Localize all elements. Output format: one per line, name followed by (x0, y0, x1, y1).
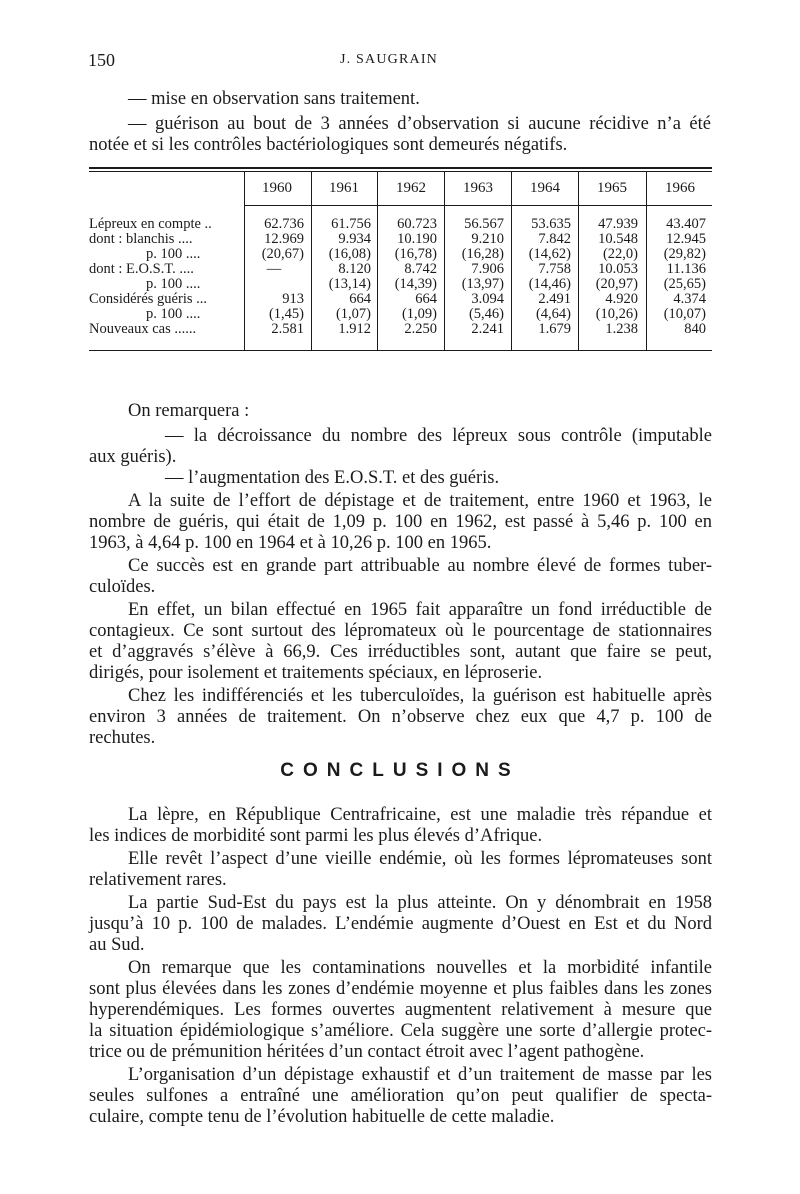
paragraph-line: — la décroissance du nombre des lépreux sous contrôle (imputable (165, 426, 712, 446)
table-cell: (22,0) (602, 246, 638, 262)
paragraph-line: On remarquera : (128, 401, 250, 421)
table-cell: 4.374 (673, 291, 706, 307)
column-header-year: 1963 (463, 180, 493, 196)
table-header-rule (245, 205, 712, 206)
page-number: 150 (88, 50, 115, 70)
row-label: Nouveaux cas ...... (89, 321, 197, 337)
column-header-year: 1965 (597, 180, 627, 196)
paragraph-line: seules sulfones a entraîné une amélioration qu’on peut qualifier de specta- (89, 1086, 712, 1106)
column-header-year: 1961 (329, 180, 359, 196)
table-cell: (4,64) (535, 306, 571, 322)
paragraph-line: contagieux. Ce sont surtout des lépromateux où le pourcentage de stationnaires (89, 621, 712, 641)
table-cell: 2.491 (538, 291, 571, 307)
paragraph-line: culoïdes. (89, 577, 156, 597)
paragraph-line: Ce succès est en grande part attribuable au nombre élevé de formes tuber- (128, 556, 712, 576)
table-cell: 47.939 (598, 216, 638, 232)
table-cell: 9.210 (471, 231, 504, 247)
table-bottom-rule (89, 350, 712, 351)
table-cell: (10,26) (595, 306, 638, 322)
table-cell: (20,97) (595, 276, 638, 292)
paragraph-line: On remarque que les contaminations nouvelles et la morbidité infantile (128, 958, 712, 978)
paragraph-line: Chez les indifférenciés et les tuberculoïdes, la guérison est habituelle après (128, 686, 712, 706)
table-cell: (16,08) (328, 246, 371, 262)
table-cell: 9.934 (338, 231, 371, 247)
paragraph-line: A la suite de l’effort de dépistage et de traitement, entre 1960 et 1963, le (128, 491, 712, 511)
paragraph-line: — l’augmentation des E.O.S.T. et des guéris. (165, 468, 500, 488)
paragraph-line: au Sud. (89, 935, 145, 955)
row-label: p. 100 .... (146, 306, 201, 322)
table-cell: (29,82) (663, 246, 706, 262)
table-cell: 2.241 (471, 321, 504, 337)
table-cell: 12.969 (264, 231, 304, 247)
table-cell: 10.053 (598, 261, 638, 277)
paragraph-line: environ 3 années de traitement. On n’observe chez eux que 4,7 p. 100 de (89, 707, 712, 727)
table-top-rule (89, 171, 712, 172)
table-cell: 7.758 (538, 261, 571, 277)
table-cell: 664 (349, 291, 371, 307)
column-header-year: 1966 (665, 180, 695, 196)
paragraph-line: nombre de guéris, qui était de 1,09 p. 100 en 1962, est passé à 5,46 p. 100 en (89, 512, 712, 532)
table-cell: 10.190 (397, 231, 437, 247)
table-cell: (1,07) (335, 306, 371, 322)
table-cell: 664 (415, 291, 437, 307)
column-header-year: 1960 (262, 180, 292, 196)
paragraph-line: relativement rares. (89, 870, 227, 890)
paragraph-line: hyperendémiques. Les formes ouvertes augmentent relativement à mesure que (89, 1000, 712, 1020)
column-header-year: 1964 (530, 180, 560, 196)
table-cell: (10,07) (663, 306, 706, 322)
table-cell: 1.679 (538, 321, 571, 337)
table-cell: 4.920 (605, 291, 638, 307)
table-cell: (14,39) (394, 276, 437, 292)
paragraph-line: La lèpre, en République Centrafricaine, est une maladie très répandue et (128, 805, 712, 825)
table-cell: 840 (684, 321, 706, 337)
table-cell: 61.756 (331, 216, 371, 232)
table-cell: 7.842 (538, 231, 571, 247)
table-cell: 8.120 (338, 261, 371, 277)
paragraph-line: La partie Sud-Est du pays est la plus atteinte. On y dénombrait en 1958 (128, 893, 712, 913)
table-cell: (13,14) (328, 276, 371, 292)
paragraph-line: L’organisation d’un dépistage exhaustif et d’un traitement de masse par les (128, 1065, 712, 1085)
paragraph-line: aux guéris). (89, 447, 177, 467)
table-cell: (14,46) (528, 276, 571, 292)
table-cell: (14,62) (528, 246, 571, 262)
paragraph-line: 1963, à 4,64 p. 100 en 1964 et à 10,26 p. 100 en 1965. (89, 533, 492, 553)
column-header-year: 1962 (396, 180, 426, 196)
table-cell: 8.742 (404, 261, 437, 277)
row-label: Lépreux en compte .. (89, 216, 212, 232)
paragraph-line: et d’aggravés s’élève à 66,9. Ces irréductibles sont, autant que faire se peut, (89, 642, 712, 662)
intro-line: — mise en observation sans traitement. (128, 89, 420, 109)
table-cell: — (266, 261, 282, 277)
row-label: p. 100 .... (146, 276, 201, 292)
table-cell: 3.094 (471, 291, 504, 307)
table-cell: (16,28) (461, 246, 504, 262)
running-header-author: J. SAUGRAIN (340, 52, 438, 67)
section-heading-conclusions: CONCLUSIONS (280, 760, 520, 781)
table-cell: 1.912 (338, 321, 371, 337)
table-cell: 2.250 (404, 321, 437, 337)
table-top-rule (89, 167, 712, 169)
paragraph-line: dirigés, pour isolement et traitements spéciaux, en léproserie. (89, 663, 543, 683)
table-cell: (20,67) (261, 246, 304, 262)
row-label: p. 100 .... (146, 246, 201, 262)
paragraph-line: culaire, compte tenu de l’évolution habituelle de cette maladie. (89, 1107, 555, 1127)
table-cell: (16,78) (394, 246, 437, 262)
paragraph-line: les indices de morbidité sont parmi les plus élevés d’Afrique. (89, 826, 543, 846)
table-cell: 913 (282, 291, 304, 307)
table-cell: (13,97) (461, 276, 504, 292)
row-label: dont : blanchis .... (89, 231, 193, 247)
table-cell: 2.581 (271, 321, 304, 337)
table-cell: 53.635 (531, 216, 571, 232)
paragraph-line: la situation épidémiologique s’améliore. Cela suggère une sorte d’allergie protec- (89, 1021, 712, 1041)
paragraph-line: rechutes. (89, 728, 156, 748)
table-cell: 10.548 (598, 231, 638, 247)
table-cell: (1,45) (268, 306, 304, 322)
table-cell: 62.736 (264, 216, 304, 232)
table-cell: 11.136 (666, 261, 706, 277)
paragraph-line: trice ou de prémunition héritées d’un contact étroit avec l’agent pathogène. (89, 1042, 645, 1062)
row-label: dont : E.O.S.T. .... (89, 261, 194, 277)
table-cell: 12.945 (666, 231, 706, 247)
table-cell: 56.567 (464, 216, 504, 232)
table-cell: 7.906 (471, 261, 504, 277)
intro-line: — guérison au bout de 3 années d’observation si aucune récidive n’a été (128, 114, 711, 134)
row-label: Considérés guéris ... (89, 291, 207, 307)
table-cell: 60.723 (397, 216, 437, 232)
table-cell: (25,65) (663, 276, 706, 292)
table-cell: 43.407 (666, 216, 706, 232)
table-cell: (1,09) (401, 306, 437, 322)
paragraph-line: Elle revêt l’aspect d’une vieille endémie, où les formes lépromateuses sont (128, 849, 712, 869)
paragraph-line: jusqu’à 10 p. 100 de malades. L’endémie augmente d’Ouest en Est et du Nord (89, 914, 712, 934)
intro-line: notée et si les contrôles bactériologiques sont demeurés négatifs. (89, 135, 568, 155)
paragraph-line: sont plus élevées dans les zones d’endémie moyenne et plus faibles dans les zones (89, 979, 712, 999)
paragraph-line: En effet, un bilan effectué en 1965 fait apparaître un fond irréductible de (128, 600, 712, 620)
table-cell: (5,46) (468, 306, 504, 322)
table-cell: 1.238 (605, 321, 638, 337)
